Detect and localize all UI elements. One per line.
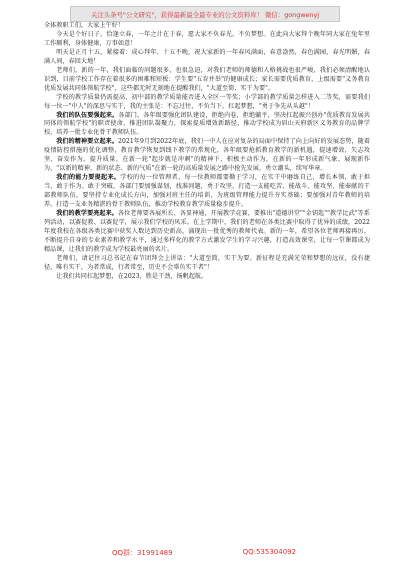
paragraph-text: 明天是正月十五，紧接着：成心拜年、十五不晚，祝大家新的一年春风满面，春意盎然，春色满园，春光明媚，春满人间，春回大地！ [44, 48, 370, 65]
qq-group-text: QQ群：31991489 [111, 549, 173, 557]
paragraph-text: 各部门，各年级要强化团队建设，拒绝内卷，拒绝躺平，坚决扛起振兴创办"优质教育发展共同体的领航学校"的职责使命，推进团队凝聚力，探索提质增效新路径，推动学校成为眉山天府新区义务教育的品牌学校，培养一批专业化骨干教师队伍。 [44, 111, 370, 137]
paragraph [44, 22, 370, 31]
promo-banner: 关注头条号"公文研究"，获得最新最全最专业的公文资料库！ 微信：gongwenyj [70, 6, 340, 22]
paragraph [44, 31, 370, 49]
paragraph [44, 112, 370, 139]
paragraph-text: 学校的每一位管理者、每一位教师都要勤于学习，在实干中磨练自己，增长本领，敢于担当、敢于作为、敢于突破，各部门要加强谋划，找准问题，勇于攻坚，打造一支能吃苦、能战斗、能攻坚、能奉献的干部教师队伍，要坚持专业化成长方向，加强对班主任的培训，为班级管理能力提升夯实基础；要加强对青年教师的培养，打造一支业务精湛的骨干教师队伍，推动学校教育教学质量稳步提升。 [44, 174, 370, 209]
paragraph [44, 273, 370, 282]
paragraph [44, 138, 370, 174]
paragraph-text: 各位老师要各展所长、各显神通，开展教学竞赛，要推出"道德讲堂""金钥匙""教学比武"等系列活动，以赛促教、以赛促学，展示我们学校的风采。在上学期中，我们的老师在各类比赛中取得了优异的成绩，2022年度我校在各级各类比赛中获奖人数达到历史新高，涌现出一批优秀的教师代表。新的一年，希望各位老师再接再厉，不断提升自身的专业素养和教学水平，通过多样化的教学方式激发学生的学习兴趣，打造高效课堂，让每一堂课都成为精品课，让我们的教学成为学校最亮丽的名片。 [44, 210, 370, 253]
paragraph-heading: 我们的能力要提起来。 [56, 174, 121, 182]
paragraph-heading: 我们的精神要立起来。 [56, 138, 119, 146]
paragraph-heading: 我们的队伍要强起来。 [56, 111, 119, 119]
paragraph [44, 174, 370, 210]
paragraph [44, 49, 370, 67]
paragraph [44, 67, 370, 94]
paragraph-text: 让我们共同扛起梦想，在2023，胜是干劲，扬帆起航。 [56, 272, 208, 280]
paragraph-text: 学校的教学质量仍需提高，初中部的教学质量能否进入全区一等奖；小学部的教学质量怎样进入二等奖，需要我们每一位一"中人"的深思与实干，我的主张是：不忘过往，不负当下，扛起梦想，"勇于争先从头越"！ [44, 93, 370, 110]
contact-footer [0, 548, 408, 562]
paragraph [44, 94, 370, 112]
paragraph-text: 老师们，请记住习总书记在春节团拜会上讲话："大道至简，实干为要。新征程是充满光荣和梦想的远征，没有捷径，唯有实干，为者常成，行者常至，历史不会辜负实干者"！ [44, 254, 370, 271]
paragraph [44, 210, 370, 255]
paragraph [44, 255, 370, 273]
paragraph-text: 今天是个好日子，恰逢立春，一年之计在于春，愿大家不负春光，不负梦想。在此向大家拜个晚年同大家在兔年里工作顺利，身体健康，万事如意！ [44, 30, 370, 47]
paragraph-text: 2021年9月到2022年底，我们一中人在应对复杂的局面中保持了向上向好的发展态势，随着疫情防控措施的优化调整，教育教学恢复到线下教学的常规化，各年级要抢抓教育教学的新机遇，提速增效，矢志攻坚、奋发作为，提升质量，在新一轮"起步就是冲刺"的精神下，积极主动作为，在新的一年形成新气象、展现新作为，"以新的精神、新的状态、新的气质"在新一轮的高质量发展之路中抢先发展，勇立潮头，续写华章。 [44, 138, 370, 173]
paragraph-heading: 我们的教学要亮起来。 [56, 210, 118, 218]
paragraph-text: 老师们，新的一年，我们面临的问题很多，也很急迫，对我们老师的师德和人格挑战也很严峻，我们必须清醒地认识到，目前学校工作存在着很多的困难和短板：学生要"五育并举"的健康成长；家长需要优质教育，上级需要"义务教育优质发展共同体领航学校"，这些都无时无刻地在提醒我们，"大道至简，实干为要"。 [44, 66, 370, 92]
paragraph-text: 全体教职工们，大家上午好！ [44, 22, 124, 29]
speech-body [44, 22, 370, 282]
qq-number-text: QQ:535304092 [242, 548, 297, 556]
